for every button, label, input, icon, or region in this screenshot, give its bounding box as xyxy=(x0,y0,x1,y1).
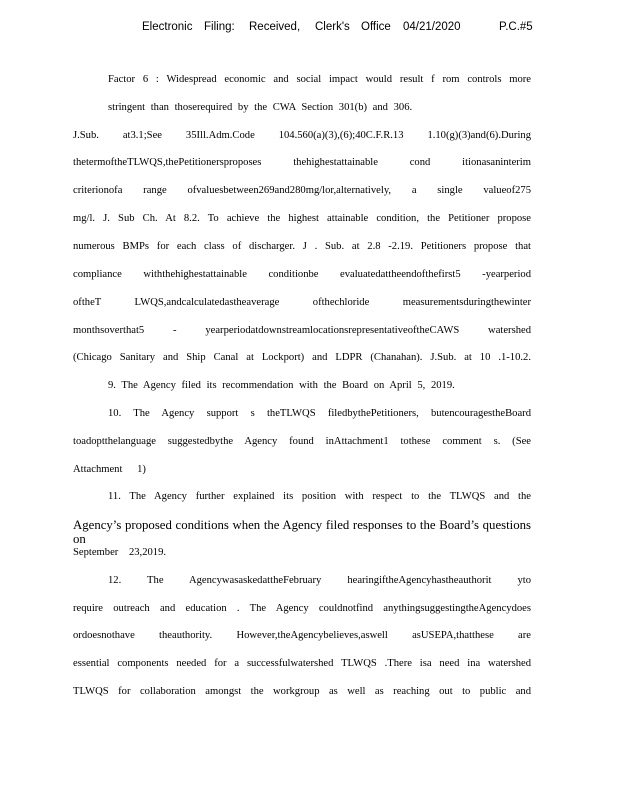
body-line: Agency’s proposed conditions when the Agency filed responses to the Board’s questions on xyxy=(73,518,531,546)
header-electronic: Electronic xyxy=(142,21,193,33)
body-line: Factor 6 : Widespread economic and social impact would result f rom controls more xyxy=(108,74,531,85)
body-line: 9. The Agency filed its recommendation with the Board on April 5, 2019. xyxy=(108,380,455,391)
body-line: monthsoverthat5 - yearperiodatdownstreamlocationsrepresentativeoftheCAWS watershed xyxy=(73,325,531,336)
body-line: compliance withthehighestattainable conditionbe evaluatedattheendofthefirst5 -yearperiod xyxy=(73,269,531,280)
body-line: numerous BMPs for each class of discharger. J . Sub. at 2.8 -2.19. Petitioners propose that xyxy=(73,241,531,252)
header-filing: Filing: xyxy=(204,21,235,33)
body-line: J.Sub. at3.1;See 35Ill.Adm.Code 104.560(a)(3),(6);40C.F.R.13 1.10(g)(3)and(6).During xyxy=(73,130,531,141)
header-date: 04/21/2020 xyxy=(403,21,461,33)
body-line: ordoesnothave theauthority. However,theAgencybelieves,aswell asUSEPA,thatthese are xyxy=(73,630,531,641)
header-received: Received, xyxy=(249,21,301,33)
header-office: Office xyxy=(361,21,391,33)
body-line: 11. The Agency further explained its position with respect to the TLWQS and the xyxy=(108,491,531,502)
body-line: oftheT LWQS,andcalculatedastheaverage ofthechloride measurementsduringthewinter xyxy=(73,297,531,308)
body-line: mg/l. J. Sub Ch. At 8.2. To achieve the highest attainable condition, the Petitioner propose xyxy=(73,213,531,224)
body-line: September 23,2019. xyxy=(73,547,167,558)
body-line: stringent than thoserequired by the CWA Section 301(b) and 306. xyxy=(108,102,413,113)
body-line: essential components needed for a successfulwatershed TLWQS .There isa need ina watershed xyxy=(73,658,531,669)
body-line: 12. The AgencywasaskedattheFebruary hearingiftheAgencyhastheauthorit yto xyxy=(108,575,531,586)
body-line: Attachment 1) xyxy=(73,464,146,475)
header-pc-number: P.C.#5 xyxy=(499,21,533,33)
body-line: require outreach and education . The Agency couldnotfind anythingsuggestingtheAgencydoes xyxy=(73,603,531,614)
body-line: toadoptthelanguage suggestedbythe Agency found inAttachment1 tothese comment s. (See xyxy=(73,436,531,447)
body-line: (Chicago Sanitary and Ship Canal at Lockport) and LDPR (Chanahan). J.Sub. at 10 .1-10.2. xyxy=(73,352,531,363)
body-line: TLWQS for collaboration amongst the workgroup as well as reaching out to public and xyxy=(73,686,531,697)
body-line: 10. The Agency support s theTLWQS filedbythePetitioners, butencouragestheBoard xyxy=(108,408,531,419)
body-line: thetermoftheTLWQS,thePetitionersproposes thehighestattainable cond itionasaninterim xyxy=(73,157,531,168)
header-clerks: Clerk's xyxy=(315,21,350,33)
body-line: criterionofa range ofvaluesbetween269and280mg/lor,alternatively, a single valueof275 xyxy=(73,185,531,196)
